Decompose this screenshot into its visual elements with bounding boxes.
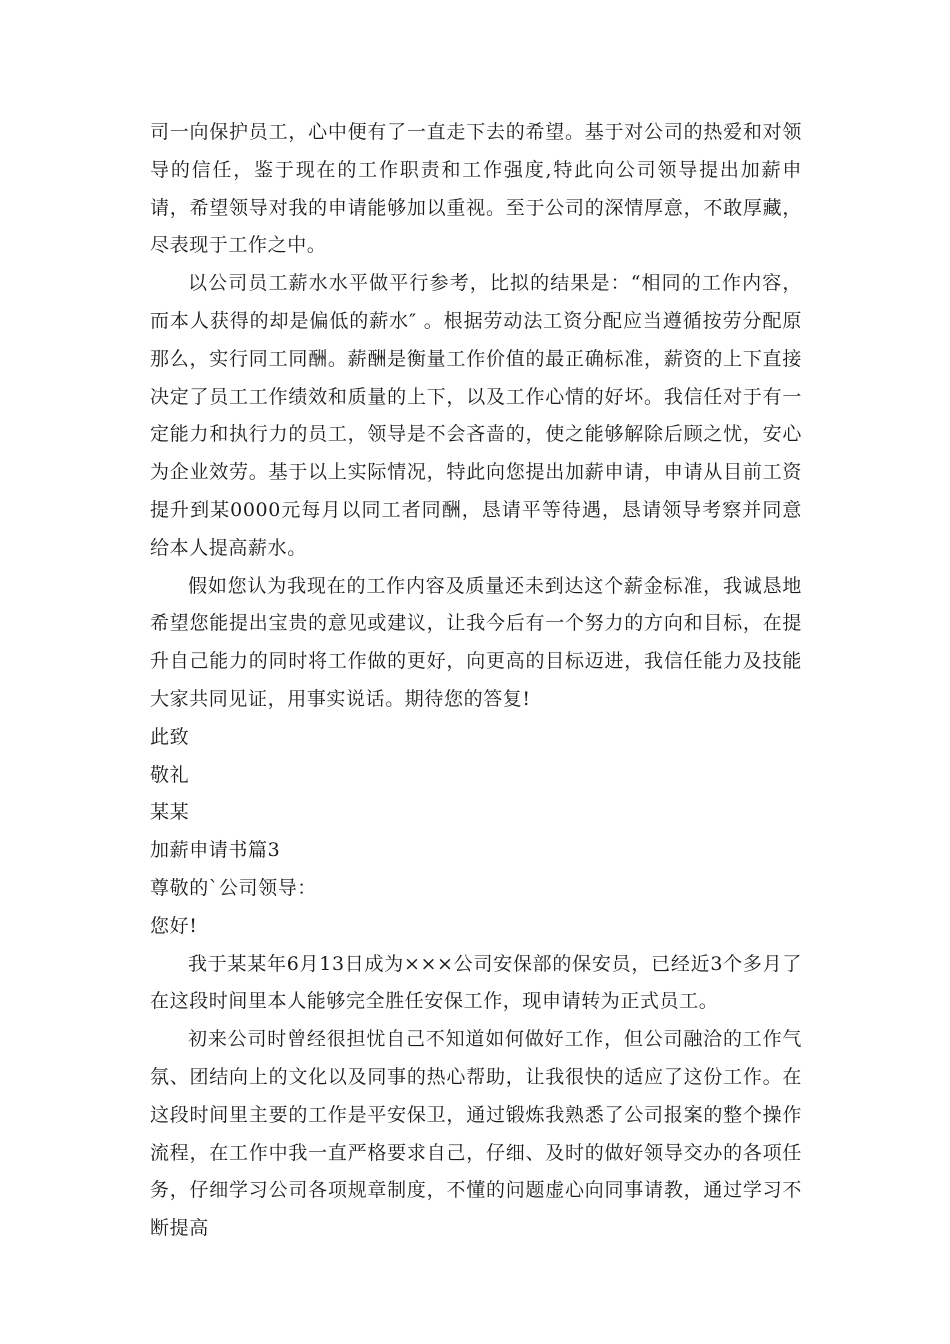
section-heading: 加薪申请书篇3: [150, 839, 281, 862]
letter-greeting: 尊敬的`公司领导：: [150, 876, 317, 899]
paragraph-4: 我于某某年6月13日成为×××公司安保部的保安员，已经近3个多月了在这段时间里本人能够完全胜任安保工作，现申请转为正式员工。: [150, 952, 802, 1013]
paragraph-3: 假如您认为我现在的工作内容及质量还未到达这个薪金标准，我诚恳地希望您能提出宝贵的意见或建议，让我今后有一个努力的方向和目标，在提升自己能力的同时将工作做的更好，向更高的目标迈进，我信任能力及技能大家共同见证，用事实说话。期待您的答复!: [150, 574, 802, 710]
signature-name: 某某: [150, 801, 190, 824]
closing-regards: 敬礼: [150, 763, 190, 786]
paragraph-5: 初来公司时曾经很担忧自己不知道如何做好工作，但公司融洽的工作气氛、团结向上的文化以及同事的热心帮助，让我很快的适应了这份工作。在这段时间里主要的工作是平安保卫，通过锻炼我熟悉了公司报案的整个操作流程，在工作中我一直严格要求自己，仔细、及时的做好领导交办的各项任务，仔细学习公司各项规章制度，不懂的问题虚心向同事请教，通过学习不断提高: [150, 1028, 802, 1240]
letter-hello: 您好!: [150, 914, 198, 937]
paragraph-1: 司一向保护员工，心中便有了一直走下去的希望。基于对公司的热爱和对领导的信任，鉴于现在的工作职责和工作强度,特此向公司领导提出加薪申请，希望领导对我的申请能够加以重视。至于公司的深情厚意，不敢厚藏，尽表现于工作之中。: [150, 121, 802, 257]
closing-salutation: 此致: [150, 725, 190, 748]
paragraph-2: 以公司员工薪水水平做平行参考，比拟的结果是：“相同的工作内容，而本人获得的却是偏低的薪水″ 。根据劳动法工资分配应当遵循按劳分配原那么，实行同工同酬。薪酬是衡量工作价值的最正确标准，薪资的上下直接决定了员工工作绩效和质量的上下，以及工作心情的好坏。我信任对于有一定能力和执行力的员工，领导是不会吝啬的，使之能够解除后顾之忧，安心为企业效劳。基于以上实际情况，特此向您提出加薪申请，申请从目前工资提升到某0000元每月以同工者同酬，恳请平等待遇，恳请领导考察并同意给本人提高薪水。: [150, 272, 802, 559]
document-body: [150, 114, 802, 1248]
